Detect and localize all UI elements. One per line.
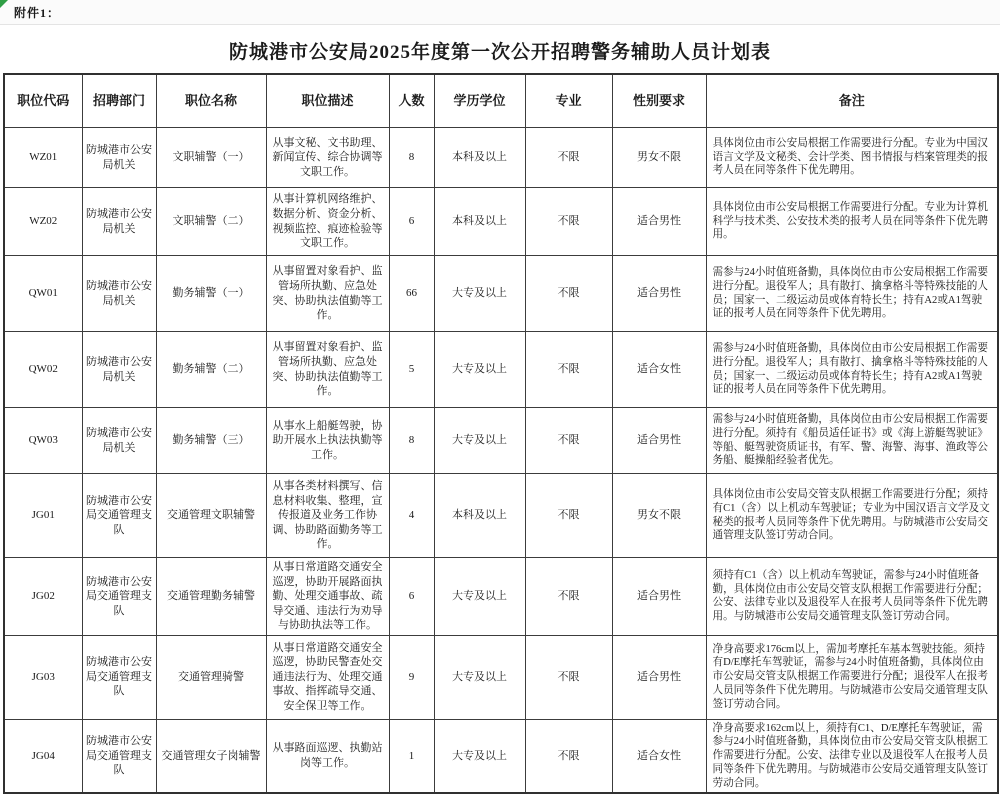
cell-gender: 男女不限 [612,128,706,188]
cell-major: 不限 [525,332,612,408]
cell-count: 6 [389,558,434,636]
cell-code: JG04 [4,719,82,793]
cell-major: 不限 [525,635,612,719]
cell-dept: 防城港市公安局机关 [82,408,156,474]
cell-notes: 具体岗位由市公安局根据工作需要进行分配。专业为中国汉语言文学及文秘类、会计学类、图书情报与档案管理类的报考人员在同等条件下优先聘用。 [706,128,998,188]
table-row [4,256,998,332]
header-row [4,74,998,128]
header-cell-gender: 性别要求 [612,74,706,128]
cell-edu: 大专及以上 [434,256,525,332]
cell-dept: 防城港市公安局机关 [82,332,156,408]
cell-edu: 本科及以上 [434,188,525,256]
cell-code: QW03 [4,408,82,474]
cell-count: 8 [389,408,434,474]
table-row [4,128,998,188]
cell-major: 不限 [525,128,612,188]
cell-notes: 需参与24小时值班备勤，具体岗位由市公安局根据工作需要进行分配。退役军人；具有散打、擒拿格斗等特殊技能的人员；国家一、二级运动员或体育特长生；持有A2或A1驾驶证的报考人员在同等条件下优先聘用。 [706,332,998,408]
header-cell-name: 职位名称 [156,74,266,128]
cell-notes: 净身高要求176cm以上，需加考摩托车基本驾驶技能。须持有D/E摩托车驾驶证，需参与24小时值班备勤，具体岗位由市公安局交管支队根据工作需要进行分配；退役军人在报考人员同等条件下优先聘用。与防城港市公安局交通管理支队签订劳动合同。 [706,635,998,719]
cell-gender: 男女不限 [612,474,706,558]
cell-desc: 从事留置对象看护、监管场所执勤、应急处突、协助执法值勤等工作。 [266,332,389,408]
cell-edu: 大专及以上 [434,558,525,636]
header-cell-desc: 职位描述 [266,74,389,128]
cell-name: 交通管理勤务辅警 [156,558,266,636]
cell-notes: 需参与24小时值班备勤，具体岗位由市公安局根据工作需要进行分配。退役军人；具有散打、擒拿格斗等特殊技能的人员；国家一、二级运动员或体育特长生；持有A2或A1驾驶证的报考人员在同等条件下优先聘用。 [706,256,998,332]
header-cell-notes: 备注 [706,74,998,128]
cell-dept: 防城港市公安局交通管理支队 [82,474,156,558]
table-row [4,719,998,793]
cell-gender: 适合男性 [612,408,706,474]
cell-major: 不限 [525,719,612,793]
cell-edu: 大专及以上 [434,408,525,474]
attachment-bar [0,0,1000,25]
table-row [4,188,998,256]
cell-code: WZ01 [4,128,82,188]
cell-desc: 从事计算机网络维护、数据分析、资金分析、视频监控、痕迹检验等文职工作。 [266,188,389,256]
cell-desc: 从事路面巡逻、执勤站岗等工作。 [266,719,389,793]
cell-count: 66 [389,256,434,332]
cell-notes: 净身高要求162cm以上，须持有C1、D/E摩托车驾驶证，需参与24小时值班备勤，具体岗位由市公安局交管支队根据工作需要进行分配。公安、法律专业以及退役军人在报考人员同等条件下优先聘用。与防城港市公安局交通管理支队签订劳动合同。 [706,719,998,793]
cell-major: 不限 [525,558,612,636]
cell-name: 勤务辅警（二） [156,332,266,408]
cell-gender: 适合男性 [612,635,706,719]
cell-major: 不限 [525,188,612,256]
table-row [4,332,998,408]
cell-dept: 防城港市公安局机关 [82,188,156,256]
header-cell-code: 职位代码 [4,74,82,128]
cell-desc: 从事水上船艇驾驶，协助开展水上执法执勤等工作。 [266,408,389,474]
cell-dept: 防城港市公安局交通管理支队 [82,635,156,719]
cell-name: 勤务辅警（三） [156,408,266,474]
cell-edu: 本科及以上 [434,128,525,188]
cell-major: 不限 [525,256,612,332]
cell-desc: 从事日常道路交通安全巡逻，协助民警查处交通违法行为、处理交通事故、指挥疏导交通、安全保卫等工作。 [266,635,389,719]
page-title: 防城港市公安局2025年度第一次公开招聘警务辅助人员计划表 [228,42,771,63]
cell-corner-indicator [0,0,8,8]
cell-name: 文职辅警（二） [156,188,266,256]
cell-gender: 适合男性 [612,558,706,636]
cell-dept: 防城港市公安局交通管理支队 [82,558,156,636]
cell-desc: 从事留置对象看护、监管场所执勤、应急处突、协助执法值勤等工作。 [266,256,389,332]
cell-notes: 具体岗位由市公安局交管支队根据工作需要进行分配；须持有C1（含）以上机动车驾驶证；专业为中国汉语言文学及文秘类的报考人员同等条件下优先聘用。与防城港市公安局交通管理支队签订劳动合同。 [706,474,998,558]
attachment-label: 附件1： [14,6,61,20]
header-cell-dept: 招聘部门 [82,74,156,128]
cell-dept: 防城港市公安局机关 [82,256,156,332]
cell-count: 6 [389,188,434,256]
table-row [4,635,998,719]
cell-desc: 从事日常道路交通安全巡逻，协助开展路面执勤、处理交通事故、疏导交通、违法行为劝导与协助执法等工作。 [266,558,389,636]
title-row [0,25,1000,73]
cell-count: 9 [389,635,434,719]
cell-count: 1 [389,719,434,793]
cell-edu: 大专及以上 [434,719,525,793]
cell-dept: 防城港市公安局机关 [82,128,156,188]
cell-gender: 适合男性 [612,188,706,256]
table-row [4,558,998,636]
cell-notes: 具体岗位由市公安局根据工作需要进行分配。专业为计算机科学与技术类、公安技术类的报考人员在同等条件下优先聘用。 [706,188,998,256]
cell-name: 交通管理文职辅警 [156,474,266,558]
cell-edu: 本科及以上 [434,474,525,558]
cell-major: 不限 [525,408,612,474]
cell-notes: 须持有C1（含）以上机动车驾驶证，需参与24小时值班备勤，具体岗位由市公安局交管支队根据工作需要进行分配；公安、法律专业以及退役军人在报考人员同等条件下优先聘用。与防城港市公安局交通管理支队签订劳动合同。 [706,558,998,636]
cell-count: 5 [389,332,434,408]
cell-notes: 需参与24小时值班备勤，具体岗位由市公安局根据工作需要进行分配。须持有《船员适任证书》或《海上游艇驾驶证》等船、艇驾驶资质证书，有军、警、海警、海事、渔政等公务船、艇操船经验者优先。 [706,408,998,474]
cell-dept: 防城港市公安局交通管理支队 [82,719,156,793]
cell-code: JG01 [4,474,82,558]
cell-code: QW02 [4,332,82,408]
header-cell-major: 专业 [525,74,612,128]
recruitment-plan-table [3,73,999,794]
cell-edu: 大专及以上 [434,635,525,719]
header-cell-edu: 学历学位 [434,74,525,128]
cell-code: QW01 [4,256,82,332]
header-cell-count: 人数 [389,74,434,128]
cell-code: WZ02 [4,188,82,256]
cell-name: 交通管理女子岗辅警 [156,719,266,793]
cell-desc: 从事文秘、文书助理、新闻宣传、综合协调等文职工作。 [266,128,389,188]
cell-name: 文职辅警（一） [156,128,266,188]
table-row [4,474,998,558]
cell-gender: 适合女性 [612,332,706,408]
cell-edu: 大专及以上 [434,332,525,408]
cell-name: 交通管理骑警 [156,635,266,719]
cell-gender: 适合女性 [612,719,706,793]
cell-name: 勤务辅警（一） [156,256,266,332]
cell-gender: 适合男性 [612,256,706,332]
cell-desc: 从事各类材料撰写、信息材料收集、整理，宣传报道及业务工作协调、协助路面勤务等工作。 [266,474,389,558]
cell-count: 8 [389,128,434,188]
cell-count: 4 [389,474,434,558]
table-row [4,408,998,474]
cell-code: JG02 [4,558,82,636]
cell-code: JG03 [4,635,82,719]
cell-major: 不限 [525,474,612,558]
